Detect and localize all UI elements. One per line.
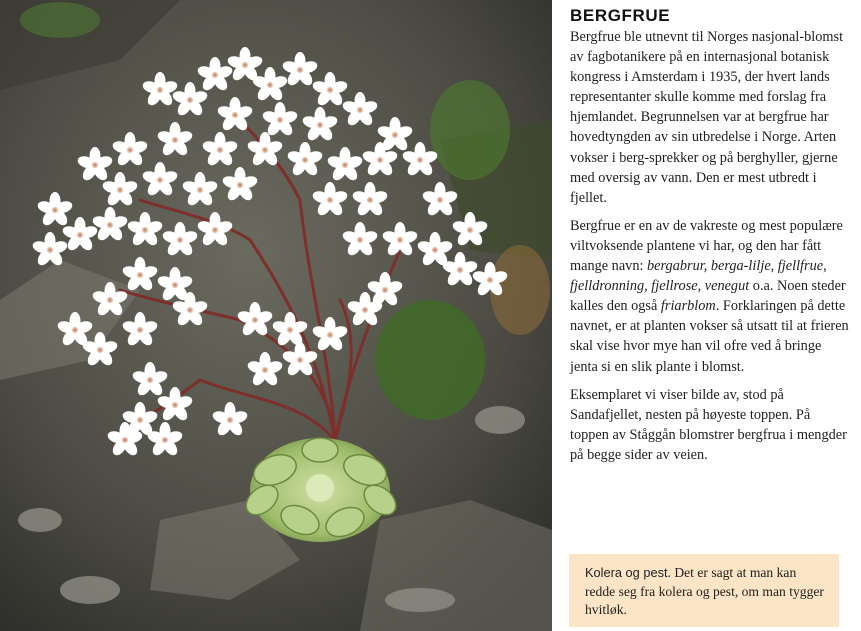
info-box-text: . Det er sagt at man kan redde seg fra kolera og pest, om man tygger hvitløk. [585,565,824,618]
plant-alternate-names: bergabrur, berga-lilje, fjellfrue, fjelldronning, fjellrose, venegut [570,258,827,295]
paragraph-2-before: Bergfrue er en av de vakreste og mest populære viltvoksende plantene vi har, og den har fått mange navn: [570,217,843,275]
paragraph-2 [570,216,852,377]
article [570,6,852,473]
plant-name-friarblom: friarblom [660,298,716,315]
paragraph-1: Bergfrue ble utnevnt til Norges nasjonal-blomst av fagbotanikere på en internasjonal botanisk kongress i Amsterdam i 1935, der hvert lands representanter skulle komme med forslag fra hjemlandet. Begrunnelsen var at bergfrue har hovedtyngden av sin utbredelse i Norge. Arten vokser i berg-sprekker og på berghyller, gjerne med oversig av vann. Den er mest utbredt i fjellet. [570,29,844,206]
paragraph-3: Eksemplaret vi viser bilde av, stod på Sandafjellet, nesten på høyeste toppen. På toppen av Ståggån blomstrer bergfrua i mengder på begge sider av veien. [570,386,847,463]
paragraph-2-after: . Forklaringen på dette navnet, er at planten vokser så utsatt til at frieren skal vise hvor mye han vil ofre ved å bringe jenta si en slik plante i blomst. [570,298,849,375]
paragraph-2-middle: o.a. Noen steder kalles den også [570,278,846,315]
info-box-label: Kolera og pest [585,565,668,580]
info-box [569,554,839,627]
article-title: BERGFRUE [570,6,671,25]
